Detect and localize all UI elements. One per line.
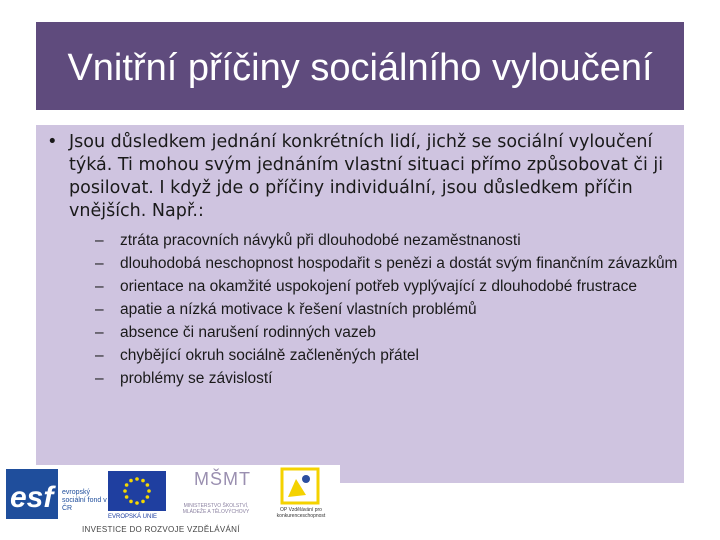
list-item	[95, 277, 680, 297]
list-item-text: orientace na okamžité uspokojení potřeb vyplývající z dlouhodobé frustrace	[120, 278, 637, 295]
dash-icon: –	[95, 301, 104, 318]
bullet-dot-icon: •	[36, 132, 58, 152]
dash-icon: –	[95, 370, 104, 387]
main-bullet	[36, 131, 676, 223]
dash-icon: –	[95, 324, 104, 341]
list-item-text: apatie a nízká motivace k řešení vlastních problémů	[120, 301, 477, 318]
slide-title: Vnitřní příčiny sociálního vyloučení	[67, 47, 653, 89]
sub-bullet-list	[95, 231, 680, 392]
list-item-text: chybějící okruh sociálně začleněných přátel	[120, 347, 419, 364]
msmt-logo	[172, 467, 260, 523]
esf-caption: evropský sociální fond v ČR	[62, 489, 107, 512]
list-item-text: absence či narušení rodinných vazeb	[120, 324, 376, 341]
esf-logo-text: esf	[10, 481, 54, 514]
list-item-text: problémy se závislostí	[120, 370, 273, 387]
list-item-text: ztráta pracovních návyků při dlouhodobé nezaměstnanosti	[120, 232, 521, 249]
title-bar	[36, 22, 684, 110]
content-box	[36, 125, 684, 483]
list-item	[95, 300, 680, 320]
eu-caption: EVROPSKÁ UNIE	[108, 514, 158, 520]
msmt-caption: MINISTERSTVO ŠKOLSTVÍ, MLÁDEŽE A TĚLOVÝCHOVY	[182, 503, 250, 515]
op-caption: OP Vzdělávání pro konkurenceschopnost	[276, 507, 326, 519]
dash-icon: –	[95, 278, 104, 295]
list-item	[95, 346, 680, 366]
list-item	[95, 369, 680, 389]
dash-icon: –	[95, 232, 104, 249]
footer-tagline: INVESTICE DO ROZVOJE VZDĚLÁVÁNÍ	[82, 525, 240, 534]
list-item	[95, 323, 680, 343]
list-item	[95, 231, 680, 251]
esf-logo	[6, 469, 106, 519]
op-vk-graphic	[266, 467, 336, 507]
eu-flag-icon	[108, 471, 166, 511]
op-vk-logo	[266, 467, 336, 525]
dash-icon: –	[95, 347, 104, 364]
dash-icon: –	[95, 255, 104, 272]
list-item-text: dlouhodobá neschopnost hospodařit s penězi a dostát svým finančním závazkům	[120, 255, 678, 272]
main-bullet-text: Jsou důsledkem jednání konkrétních lidí, jichž se sociální vyloučení týká. Ti mohou svým jednáním vlastní situaci přímo způsobovat či ji posilovat. I když jde o příčiny individuální, jsou důsledkem příčin vnějších. Např.:	[69, 132, 664, 221]
msmt-logo-text: MŠMT	[194, 469, 251, 489]
list-item	[95, 254, 680, 274]
eu-logo	[108, 471, 166, 523]
